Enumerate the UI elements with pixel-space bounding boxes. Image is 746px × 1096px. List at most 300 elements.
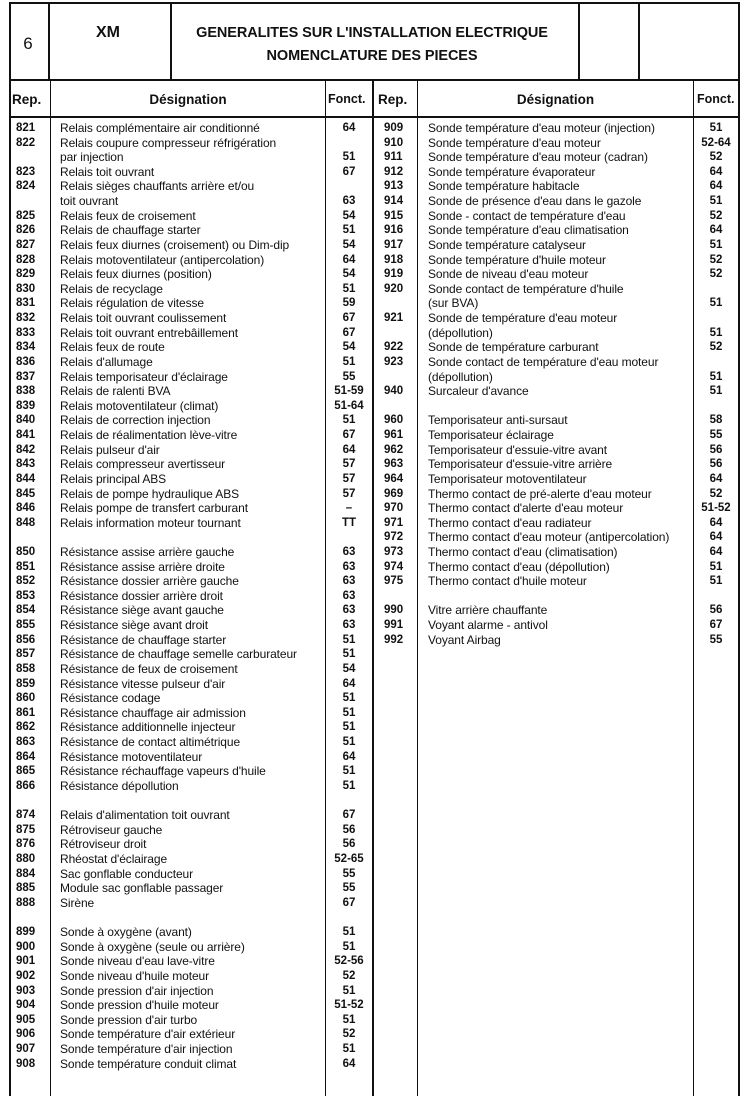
- part-function: 67: [342, 896, 356, 909]
- part-designation: Thermo contact d'huile moteur: [428, 574, 587, 589]
- part-row: [0, 881, 746, 896]
- part-row: [0, 487, 746, 502]
- part-designation: Résistance réchauffage vapeurs d'huile: [60, 764, 266, 779]
- part-ref: 829: [16, 268, 36, 281]
- part-designation: Temporisateur d'essuie-vitre avant: [428, 442, 607, 457]
- part-designation: Surcaleur d'avance: [428, 384, 529, 399]
- part-function: 56: [709, 604, 723, 617]
- part-function: 52: [709, 341, 723, 354]
- part-ref: 904: [16, 999, 36, 1012]
- part-designation: Sonde température d'air extérieur: [60, 1027, 236, 1042]
- left-designation-header: Désignation: [149, 92, 227, 107]
- part-function: 51: [342, 151, 356, 164]
- part-designation: Résistance siège avant gauche: [60, 603, 224, 618]
- part-designation: Sonde pression d'air injection: [60, 983, 214, 998]
- part-row: [0, 326, 746, 341]
- part-function: 51: [342, 414, 356, 427]
- part-designation: Sonde de niveau d'eau moteur: [428, 267, 589, 282]
- part-row: [0, 808, 746, 823]
- part-ref: 885: [16, 882, 36, 895]
- part-designation: Rétroviseur gauche: [60, 822, 163, 837]
- part-function: 51: [342, 355, 356, 368]
- part-designation: Sonde température d'eau moteur (injection): [428, 121, 655, 135]
- part-function: 51: [342, 940, 356, 953]
- part-row: [0, 779, 746, 794]
- part-designation: Relais d'allumage: [60, 354, 153, 369]
- part-ref: 991: [384, 619, 404, 632]
- part-designation: Sonde - contact de température d'eau: [428, 208, 626, 223]
- part-function: 56: [709, 443, 723, 456]
- part-ref: 921: [384, 312, 404, 325]
- part-designation: Temporisateur éclairage: [428, 428, 554, 443]
- part-row: [0, 764, 746, 779]
- part-row: [0, 867, 746, 882]
- part-function: 56: [709, 458, 723, 471]
- part-ref: 826: [16, 224, 36, 237]
- part-designation: Résistance assise arrière droite: [60, 559, 225, 574]
- part-function: –: [345, 502, 353, 515]
- part-row: [0, 735, 746, 750]
- part-function: 51: [342, 765, 356, 778]
- part-function: 64: [342, 122, 356, 134]
- part-designation: Résistance chauffage air admission: [60, 705, 246, 720]
- part-designation: Relais principal ABS: [60, 471, 167, 486]
- part-function: 64: [342, 1057, 356, 1070]
- part-ref: 844: [16, 472, 36, 485]
- column-header-bottom-border: [9, 116, 739, 118]
- part-ref: 963: [384, 458, 404, 471]
- part-ref: 913: [384, 180, 404, 193]
- part-ref: 863: [16, 736, 36, 749]
- part-row: [0, 794, 746, 809]
- part-designation: (dépollution): [428, 325, 493, 340]
- part-designation: Sonde température d'eau moteur: [428, 135, 601, 150]
- part-row: [0, 589, 746, 604]
- part-function: 51: [709, 195, 723, 208]
- right-fonct-header: Fonct.: [697, 92, 735, 106]
- part-ref: 969: [384, 487, 404, 500]
- part-ref: 973: [384, 545, 404, 558]
- part-function: 55: [342, 370, 356, 383]
- part-function: 64: [709, 516, 723, 529]
- part-function: 67: [342, 326, 356, 339]
- part-function: 67: [342, 165, 356, 178]
- part-function: 51: [342, 282, 356, 295]
- right-designation-header: Désignation: [516, 92, 595, 107]
- part-ref: 838: [16, 385, 36, 398]
- part-function: 55: [709, 633, 723, 646]
- part-designation: toit ouvrant: [60, 194, 119, 209]
- part-designation: Relais feux de croisement: [60, 208, 196, 223]
- part-function: 64: [709, 224, 723, 237]
- part-ref: 854: [16, 604, 36, 617]
- part-function: 63: [342, 575, 356, 588]
- part-function: 51: [709, 238, 723, 251]
- part-designation: Sac gonflable conducteur: [60, 866, 194, 881]
- part-designation: Relais motoventilateur (climat): [60, 398, 219, 413]
- part-ref: 914: [384, 195, 404, 208]
- part-function: 64: [709, 531, 723, 544]
- part-function: 52: [709, 487, 723, 500]
- part-designation: Relais de chauffage starter: [60, 223, 201, 238]
- part-ref: 964: [384, 472, 404, 485]
- part-designation: Relais feux diurnes (croisement) ou Dim-dip: [60, 237, 290, 252]
- part-ref: 915: [384, 209, 404, 222]
- part-row: [0, 194, 746, 209]
- part-row: [0, 662, 746, 677]
- part-ref: 972: [384, 531, 404, 544]
- part-designation: Rhéostat d'éclairage: [60, 852, 168, 866]
- part-ref: 858: [16, 662, 36, 675]
- part-designation: Sonde de présence d'eau dans le gazole: [428, 194, 642, 209]
- part-designation: Résistance additionnelle injecteur: [60, 720, 236, 735]
- part-ref: 833: [16, 326, 36, 339]
- part-designation: Sonde à oxygène (avant): [60, 925, 192, 940]
- part-ref: 825: [16, 209, 36, 222]
- part-ref: 824: [16, 180, 36, 193]
- part-row: [0, 165, 746, 180]
- part-function: 63: [342, 195, 356, 208]
- part-ref: 857: [16, 648, 36, 661]
- part-designation: Relais toit ouvrant entrebâillement: [60, 325, 238, 340]
- part-designation: Relais d'alimentation toit ouvrant: [60, 808, 230, 823]
- part-ref: 970: [384, 502, 404, 515]
- title-line-1: GENERALITES SUR L'INSTALLATION ELECTRIQUE: [196, 25, 548, 41]
- part-designation: Relais de pompe hydraulique ABS: [60, 486, 240, 501]
- part-ref: 821: [16, 122, 36, 134]
- part-ref: 874: [16, 809, 36, 822]
- part-row: [0, 837, 746, 852]
- part-function: 51: [709, 385, 723, 398]
- part-ref: 974: [384, 560, 404, 573]
- part-ref: 841: [16, 429, 36, 442]
- part-function: 52: [709, 151, 723, 164]
- part-designation: Relais de correction injection: [60, 413, 211, 428]
- part-function: 52-64: [701, 136, 731, 149]
- part-function: 54: [342, 238, 356, 251]
- page-title: [172, 22, 572, 68]
- part-designation: Résistance siège avant droit: [60, 618, 208, 633]
- part-ref: 839: [16, 399, 36, 412]
- part-designation: Résistance dossier arrière gauche: [60, 574, 239, 589]
- header-divider-3: [578, 2, 580, 80]
- part-function: 54: [342, 268, 356, 281]
- part-ref: 834: [16, 341, 36, 354]
- part-ref: 911: [384, 151, 403, 164]
- part-ref: 855: [16, 619, 36, 632]
- part-designation: Sonde température catalyseur: [428, 237, 586, 252]
- part-function: 52-56: [334, 955, 364, 968]
- part-function: 54: [342, 209, 356, 222]
- part-function: 67: [342, 809, 356, 822]
- part-row: [0, 282, 746, 297]
- part-function: 52: [709, 209, 723, 222]
- part-ref: 901: [16, 955, 36, 968]
- part-function: 51: [709, 122, 723, 134]
- part-ref: 940: [384, 385, 404, 398]
- part-designation: Relais pompe de transfert carburant: [60, 501, 248, 516]
- part-ref: 975: [384, 575, 404, 588]
- part-function: 51-52: [334, 999, 364, 1012]
- right-rep-header: Rep.: [378, 92, 408, 107]
- part-ref: 961: [384, 429, 404, 442]
- part-row: [0, 647, 746, 662]
- header-top-border: [9, 2, 739, 4]
- part-designation: Sonde niveau d'huile moteur: [60, 968, 210, 983]
- part-designation: Thermo contact d'alerte d'eau moteur: [428, 501, 624, 516]
- part-designation: Résistance dossier arrière droit: [60, 588, 223, 603]
- part-row: [0, 384, 746, 399]
- part-row: [0, 677, 746, 692]
- part-ref: 822: [16, 136, 36, 149]
- part-function: 64: [709, 472, 723, 485]
- part-designation: Résistance vitesse pulseur d'air: [60, 676, 226, 691]
- part-row: [0, 150, 746, 165]
- part-row: [0, 969, 746, 984]
- part-row: [0, 545, 746, 560]
- part-function: 51: [709, 560, 723, 573]
- part-designation: Sirène: [60, 895, 95, 910]
- part-function: 64: [342, 253, 356, 266]
- part-ref: 912: [384, 165, 404, 178]
- part-function: 64: [709, 180, 723, 193]
- part-function: 52-65: [334, 853, 364, 865]
- part-function: 54: [342, 662, 356, 675]
- part-row: [0, 253, 746, 268]
- part-ref: 853: [16, 589, 36, 602]
- part-function: 52: [709, 268, 723, 281]
- part-ref: 909: [384, 122, 404, 134]
- part-row: [0, 516, 746, 531]
- part-ref: 900: [16, 940, 36, 953]
- page-number: 6: [23, 34, 33, 53]
- part-ref: 899: [16, 926, 36, 939]
- part-designation: Relais complémentaire air conditionné: [60, 121, 260, 135]
- part-function: 51: [709, 575, 723, 588]
- part-ref: 842: [16, 443, 36, 456]
- part-function: 63: [342, 589, 356, 602]
- part-designation: Sonde température conduit climat: [60, 1056, 237, 1071]
- part-designation: Relais de réalimentation lève-vitre: [60, 428, 238, 443]
- part-designation: Sonde température d'huile moteur: [428, 252, 606, 267]
- part-ref: 903: [16, 984, 36, 997]
- part-row: [0, 706, 746, 721]
- part-row: [0, 530, 746, 545]
- part-designation: Relais de recyclage: [60, 281, 163, 296]
- part-designation: Thermo contact d'eau (dépollution): [428, 559, 610, 574]
- part-row: [0, 574, 746, 589]
- part-designation: Sonde de température carburant: [428, 340, 599, 355]
- part-designation: Relais toit ouvrant coulissement: [60, 311, 227, 326]
- part-function: 51: [342, 736, 356, 749]
- part-designation: Sonde température évaporateur: [428, 164, 596, 179]
- part-function: 51: [709, 370, 723, 383]
- part-designation: Temporisateur d'essuie-vitre arrière: [428, 457, 613, 472]
- part-row: [0, 472, 746, 487]
- part-row: [0, 823, 746, 838]
- part-ref: 992: [384, 633, 404, 646]
- part-designation: Thermo contact d'eau (climatisation): [428, 544, 618, 559]
- part-row: [0, 121, 746, 136]
- part-designation: Résistance motoventilateur: [60, 749, 203, 764]
- part-designation: Sonde température habitacle: [428, 179, 580, 194]
- part-ref: 875: [16, 823, 36, 836]
- part-row: [0, 852, 746, 867]
- part-designation: Sonde température d'air injection: [60, 1042, 233, 1057]
- part-function: 64: [342, 677, 356, 690]
- part-ref: 919: [384, 268, 404, 281]
- part-ref: 920: [384, 282, 404, 295]
- part-designation: Relais coupure compresseur réfrigération: [60, 135, 277, 150]
- part-ref: 907: [16, 1043, 36, 1056]
- part-ref: 859: [16, 677, 36, 690]
- part-row: [0, 560, 746, 575]
- part-function: 63: [342, 619, 356, 632]
- part-designation: Résistance de chauffage starter: [60, 632, 227, 647]
- part-designation: Sonde niveau d'eau lave-vitre: [60, 954, 215, 969]
- part-row: [0, 940, 746, 955]
- part-row: [0, 1013, 746, 1028]
- part-designation: Sonde contact de température d'eau moteur: [428, 354, 659, 369]
- part-function: 64: [342, 750, 356, 763]
- part-designation: Sonde température d'eau climatisation: [428, 223, 629, 238]
- part-designation: Résistance codage: [60, 691, 161, 706]
- part-row: [0, 720, 746, 735]
- part-designation: Relais feux diurnes (position): [60, 267, 212, 282]
- left-fonct-header: Fonct.: [328, 92, 366, 106]
- part-ref: 923: [384, 355, 404, 368]
- part-function: 58: [709, 414, 723, 427]
- part-ref: 823: [16, 165, 36, 178]
- part-function: 51: [342, 984, 356, 997]
- part-row: [0, 340, 746, 355]
- part-row: [0, 355, 746, 370]
- part-ref: 861: [16, 706, 36, 719]
- part-ref: 836: [16, 355, 36, 368]
- part-ref: 908: [16, 1057, 36, 1070]
- part-ref: 917: [384, 238, 404, 251]
- part-designation: Relais toit ouvrant: [60, 164, 155, 179]
- part-ref: 830: [16, 282, 36, 295]
- part-function: 67: [342, 312, 356, 325]
- part-ref: 860: [16, 692, 36, 705]
- part-function: 51: [342, 224, 356, 237]
- part-row: [0, 428, 746, 443]
- part-row: [0, 370, 746, 385]
- part-function: 52: [342, 1028, 356, 1041]
- part-function: 51-64: [334, 399, 364, 412]
- part-row: [0, 399, 746, 414]
- part-designation: Thermo contact d'eau moteur (antipercolation): [428, 530, 670, 545]
- part-function: 55: [342, 882, 356, 895]
- part-designation: Sonde à oxygène (seule ou arrière): [60, 939, 245, 954]
- part-row: [0, 691, 746, 706]
- part-ref: 866: [16, 779, 36, 792]
- part-function: 54: [342, 341, 356, 354]
- part-row: [0, 223, 746, 238]
- part-row: [0, 443, 746, 458]
- part-ref: 971: [384, 516, 404, 529]
- part-function: 52: [342, 969, 356, 982]
- part-row: [0, 267, 746, 282]
- part-ref: 880: [16, 853, 36, 865]
- part-function: 64: [709, 165, 723, 178]
- part-designation: Relais sièges chauffants arrière et/ou: [60, 179, 255, 194]
- part-row: [0, 209, 746, 224]
- part-ref: 832: [16, 312, 36, 325]
- part-designation: Rétroviseur droit: [60, 837, 147, 852]
- part-ref: 864: [16, 750, 36, 763]
- header-divider-1: [48, 2, 50, 80]
- part-designation: Résistance de chauffage semelle carburateur: [60, 647, 297, 662]
- part-row: [0, 603, 746, 618]
- part-ref: 884: [16, 867, 36, 880]
- part-function: 59: [342, 297, 356, 310]
- part-row: [0, 984, 746, 999]
- part-function: 56: [342, 838, 356, 851]
- part-designation: Temporisateur motoventilateur: [428, 471, 587, 486]
- part-designation: Résistance de feux de croisement: [60, 661, 238, 676]
- part-function: 51-59: [334, 385, 364, 398]
- part-designation: Relais pulseur d'air: [60, 442, 160, 457]
- part-row: [0, 618, 746, 633]
- part-function: 57: [342, 458, 356, 471]
- part-designation: Relais motoventilateur (antipercolation): [60, 252, 265, 267]
- part-ref: 910: [384, 136, 404, 149]
- part-function: 55: [342, 867, 356, 880]
- part-ref: 906: [16, 1028, 36, 1041]
- part-ref: 840: [16, 414, 36, 427]
- part-ref: 850: [16, 545, 36, 558]
- part-row: [0, 750, 746, 765]
- part-designation: Sonde température d'eau moteur (cadran): [428, 150, 648, 165]
- part-designation: Relais compresseur avertisseur: [60, 457, 226, 472]
- part-function: 63: [342, 545, 356, 558]
- part-ref: 831: [16, 297, 36, 310]
- part-designation: Voyant Airbag: [428, 632, 501, 647]
- part-ref: 851: [16, 560, 36, 573]
- part-ref: 962: [384, 443, 404, 456]
- part-designation: par injection: [60, 150, 124, 165]
- part-row: [0, 1042, 746, 1057]
- part-ref: 845: [16, 487, 36, 500]
- part-function: 51: [709, 326, 723, 339]
- part-row: [0, 925, 746, 940]
- part-row: [0, 136, 746, 151]
- header-bottom-border: [9, 79, 739, 81]
- part-function: 52: [709, 253, 723, 266]
- part-row: [0, 954, 746, 969]
- part-ref: 865: [16, 765, 36, 778]
- part-designation: (sur BVA): [428, 296, 479, 311]
- part-function: 51: [342, 633, 356, 646]
- part-ref: 827: [16, 238, 36, 251]
- part-designation: Thermo contact de pré-alerte d'eau moteur: [428, 486, 652, 501]
- part-designation: Résistance de contact altimétrique: [60, 735, 241, 750]
- part-row: [0, 457, 746, 472]
- part-designation: Relais temporisateur d'éclairage: [60, 369, 228, 384]
- part-ref: 902: [16, 969, 36, 982]
- part-designation: Temporisateur anti-sursaut: [428, 413, 568, 428]
- part-row: [0, 1027, 746, 1042]
- part-function: 51: [342, 692, 356, 705]
- part-function: 51: [342, 721, 356, 734]
- part-row: [0, 238, 746, 253]
- part-ref: 990: [384, 604, 404, 617]
- part-designation: Relais régulation de vitesse: [60, 296, 204, 311]
- part-ref: 856: [16, 633, 36, 646]
- part-function: 64: [709, 545, 723, 558]
